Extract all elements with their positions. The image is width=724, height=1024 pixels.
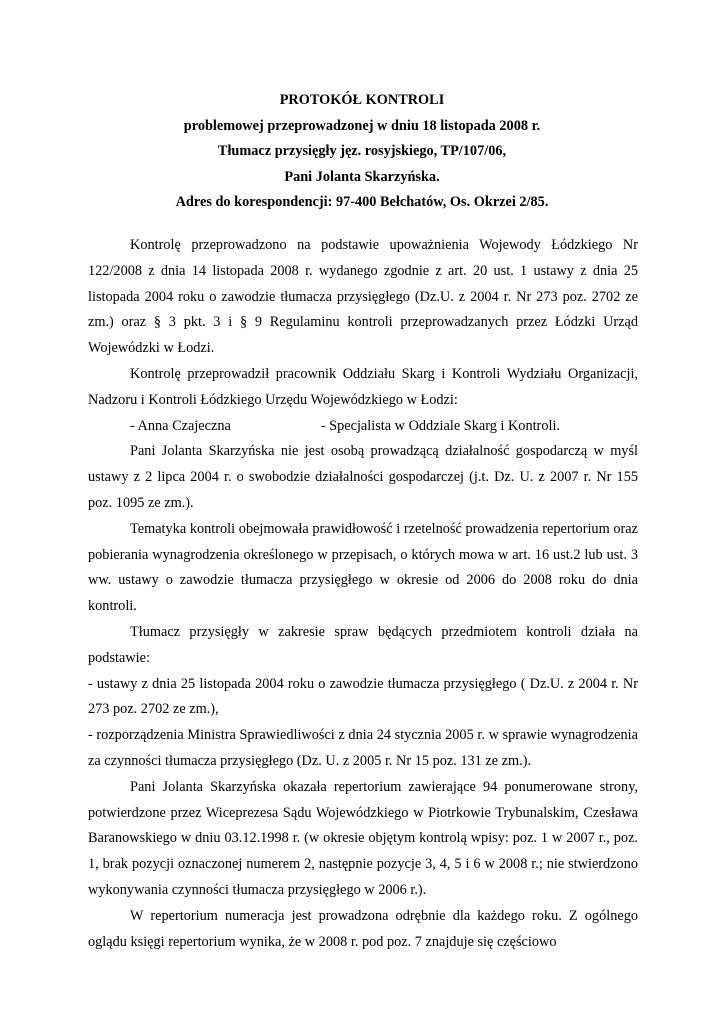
document-header	[60, 88, 664, 216]
inspector-name: - Anna Czajeczna	[130, 417, 231, 434]
paragraph-business-status: Pani Jolanta Skarzyńska nie jest osobą prowadzącą działalność gospodarczą w myśl ustawy z 2 lipca 2004 r. o swobodzie działalności gospodarczej (j.t. Dz. U. z 2007 r. Nr 155 poz. 1095 ze zm.).	[88, 443, 638, 511]
document-body	[88, 233, 638, 955]
document-title: PROTOKÓŁ KONTROLI	[279, 92, 445, 108]
paragraph-numbering: W repertorium numeracja jest prowadzona odrębnie dla każdego roku. Z ogólnego oglądu księgi repertorium wynika, że w 2008 r. pod poz. 7 znajduje się częściowo	[88, 907, 638, 950]
inspector-line	[88, 414, 638, 440]
legal-basis-regulation: - rozporządzenia Ministra Sprawiedliwości z dnia 24 stycznia 2005 r. w sprawie wynagrodzenia za czynności tłumacza przysięgłego (Dz. U. z 2005 r. Nr 15 poz. 131 ze zm.).	[88, 727, 638, 769]
correspondence-address: Adres do korespondencji: 97-400 Bełchatów, Os. Okrzei 2/85.	[175, 194, 549, 211]
translator-name: Pani Jolanta Skarzyńska.	[284, 168, 440, 185]
paragraph-repertory: Pani Jolanta Skarzyńska okazała repertorium zawierające 94 ponumerowane strony, potwierdzone przez Wiceprezesa Sądu Wojewódzkiego w Piotrkowie Trybunalskim, Czesława Baranowskiego w dniu 03.12.1998 r. (w okresie objętym kontrolą wpisy: poz. 1 w 2007 r., poz. 1, brak pozycji oznaczonej numerem 2, następnie pozycje 3, 4, 5 i 6 w 2008 r.; nie stwierdzono wykonywania czynności tłumacza przysięgłego w 2006 r.).	[88, 778, 638, 898]
paragraph-authorization: Kontrolę przeprowadzono na podstawie upoważnienia Wojewody Łódzkiego Nr 122/2008 z dnia 14 listopada 2008 r. wydanego zgodnie z art. 20 ust. 1 ustawy z dnia 25 listopada 2004 roku o zawodzie tłumacza przysięgłego (Dz.U. z 2004 r. Nr 273 poz. 2702 ze zm.) oraz § 3 pkt. 3 i § 9 Regulaminu kontroli przeprowadzanych przez Łódzki Urząd Wojewódzki w Łodzi.	[88, 237, 638, 357]
paragraph-scope: Tematyka kontroli obejmowała prawidłowość i rzetelność prowadzenia repertorium oraz pobierania wynagrodzenia określonego w przepisach, o których mowa w art. 16 ust.2 lub ust. 3 ww. ustawy o zawodzie tłumacza przysięgłego w okresie od 2006 do 2008 roku do dnia kontroli.	[88, 520, 638, 615]
translator-line: Tłumacz przysięgły jęz. rosyjskiego, TP/107/06,	[217, 143, 507, 160]
inspector-role: - Specjalista w Oddziale Skarg i Kontroli.	[320, 417, 560, 434]
paragraph-legal-basis-intro: Tłumacz przysięgły w zakresie spraw będących przedmiotem kontroli działa na podstawie:	[88, 623, 638, 666]
legal-basis-act: - ustawy z dnia 25 listopada 2004 roku o zawodzie tłumacza przysięgłego ( Dz.U. z 2004 r. Nr 273 poz. 2702 ze zm.),	[88, 675, 638, 718]
inspection-date-line: problemowej przeprowadzonej w dniu 18 listopada 2008 r.	[183, 117, 541, 134]
paragraph-inspector-intro: Kontrolę przeprowadził pracownik Oddziału Skarg i Kontroli Wydziału Organizacji, Nadzoru i Kontroli Łódzkiego Urzędu Wojewódzkiego w Łodzi:	[88, 365, 638, 408]
